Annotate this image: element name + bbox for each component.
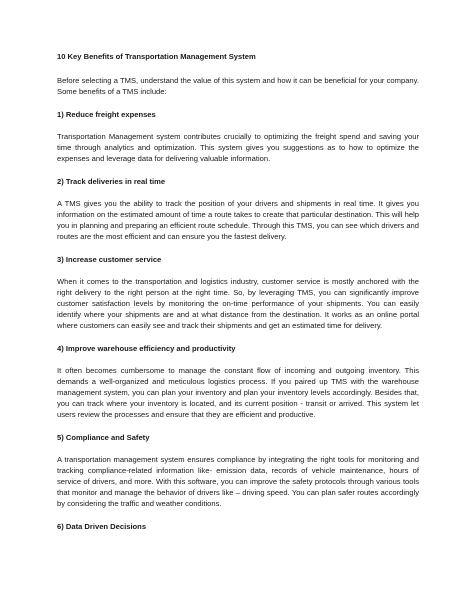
section-body-5: A transportation management system ensures compliance by integrating the right tools for monitoring and tracking compliance-related information like- emission data, records of vehicle maintenance, hours of service of drivers, and more. With this software, you can improve the safety protocols through various tools that monitor and manage the behavior of drivers like – driving speed. You can plan safer routes accordingly by considering the traffic and weather conditions. — [57, 455, 419, 508]
section-body-3: When it comes to the transportation and logistics industry, customer service is mostly anchored with the right delivery to the right person at the right time. So, by leveraging TMS, you can significantly improve customer satisfaction levels by monitoring the on-time performance of your shipments. You can easily identify where your shipments are and at what distance from the destination. It works as an online portal where customers can easily see and track their shipments and get an estimated time for delivery. — [57, 277, 419, 330]
section-heading-2: 2) Track deliveries in real time — [57, 177, 166, 186]
section-heading-6: 6) Data Driven Decisions — [57, 522, 147, 531]
document-page — [57, 51, 419, 543]
section-body-4: It often becomes cumbersome to manage the constant flow of incoming and outgoing inventory. This demands a well-organized and meticulous logistics process. If you paired up TMS with the warehouse management system, you can plan your inventory and plan your inventory levels accordingly. Besides that, you can track where your inventory is located, and its current position - transit or arrived. This system let users review the processes and ensure that they are efficient and productive. — [57, 366, 419, 419]
intro-paragraph: Before selecting a TMS, understand the value of this system and how it can be beneficial for your company. Some benefits of a TMS include: — [57, 76, 419, 96]
section-heading-3: 3) Increase customer service — [57, 255, 162, 264]
section-body-1: Transportation Management system contributes crucially to optimizing the freight spend and saving your time through analytics and optimization. This system gives you suggestions as to how to optimize the expenses and leverage data for delivering valuable information. — [57, 132, 419, 163]
section-heading-4: 4) Improve warehouse efficiency and productivity — [57, 344, 236, 353]
section-body-2: A TMS gives you the ability to track the position of your drivers and shipments in real time. It gives you information on the estimated amount of time a route takes to create that particular destination. This will help you in planning and preparing an efficient route schedule. Through this TMS, you can see which drivers and routes are the most efficient and can ensure you the fastest delivery. — [57, 199, 419, 241]
section-heading-1: 1) Reduce freight expenses — [57, 110, 156, 119]
section-heading-5: 5) Compliance and Safety — [57, 433, 150, 442]
document-title: 10 Key Benefits of Transportation Management System — [57, 52, 256, 61]
